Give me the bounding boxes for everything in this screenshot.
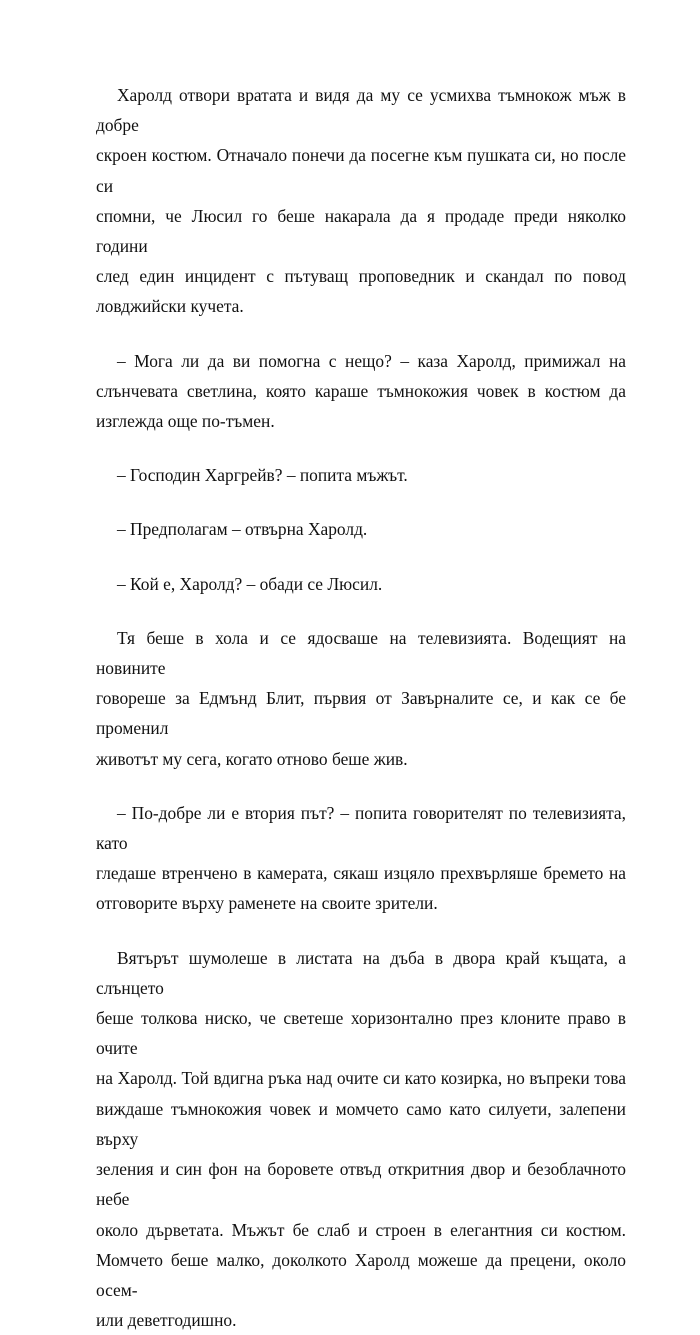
text-line: спомни, че Люсил го беше накарала да я продаде преди няколко години: [96, 205, 626, 257]
text-line: след един инцидент с пътуващ проповедник и скандал по повод: [96, 266, 626, 287]
text-line: Харолд отвори вратата и видя да му се усмихва тъмнокож мъж в добре: [96, 85, 626, 136]
text-line: гледаше втренчено в камерата, сякаш изцяло прехвърляше бремето на: [96, 863, 626, 884]
paragraph: [96, 514, 626, 544]
text-line: зеления и син фон на боровете отвъд откритния двор и безоблачното небе: [96, 1159, 626, 1210]
text-line: – Господин Харгрейв? – попита мъжът.: [117, 465, 408, 486]
text-line: Вятърът шумолеше в листата на дъба в двора край къщата, а слънцето: [96, 947, 626, 998]
text-line: около дърветата. Мъжът бе слаб и строен в елегантния си костюм.: [96, 1219, 626, 1240]
text-line: слънчевата светлина, която караше тъмнокожия човек в костюм да: [96, 380, 626, 401]
text-line: – Мога ли да ви помогна с нещо? – каза Харолд, примижал на: [117, 350, 626, 371]
text-line: изглежда още по-тъмен.: [96, 411, 275, 432]
text-line: или деветгодишно.: [96, 1310, 237, 1331]
document-body: [96, 80, 626, 1335]
text-line: ловджийски кучета.: [96, 296, 244, 317]
text-line: виждаше тъмнокожия човек и момчето само като силуети, залепени върху: [96, 1098, 626, 1149]
text-line: животът му сега, когато отново беше жив.: [96, 748, 408, 769]
paragraph: [96, 346, 626, 437]
text-line: говореше за Едмънд Блит, първия от Завърналите се, и как се бе променил: [96, 688, 626, 739]
text-line: – Кой е, Харолд? – обади се Люсил.: [117, 573, 383, 594]
paragraph: [96, 623, 626, 774]
paragraph: [96, 80, 626, 322]
text-line: Тя беше в хола и се ядосваше на телевизията. Водещият на новините: [96, 627, 626, 679]
text-line: на Харолд. Той вдигна ръка над очите си като козирка, но въпреки това: [96, 1068, 626, 1089]
text-line: Момчето беше малко, доколкото Харолд можеше да прецени, около осем-: [96, 1249, 626, 1300]
text-line: беше толкова ниско, че светеше хоризонтално през клоните право в очите: [96, 1008, 626, 1059]
text-line: отговорите върху раменете на своите зрители.: [96, 893, 438, 914]
text-line: – Предполагам – отвърна Харолд.: [117, 519, 368, 540]
paragraph: [96, 798, 626, 919]
paragraph: [96, 460, 626, 490]
text-line: скроен костюм. Отначало понечи да посегне към пушката си, но после си: [96, 145, 626, 196]
paragraph: [96, 943, 626, 1335]
text-line: – По-добре ли е втория път? – попита говорителят по телевизията, като: [96, 802, 626, 854]
paragraph: [96, 569, 626, 599]
